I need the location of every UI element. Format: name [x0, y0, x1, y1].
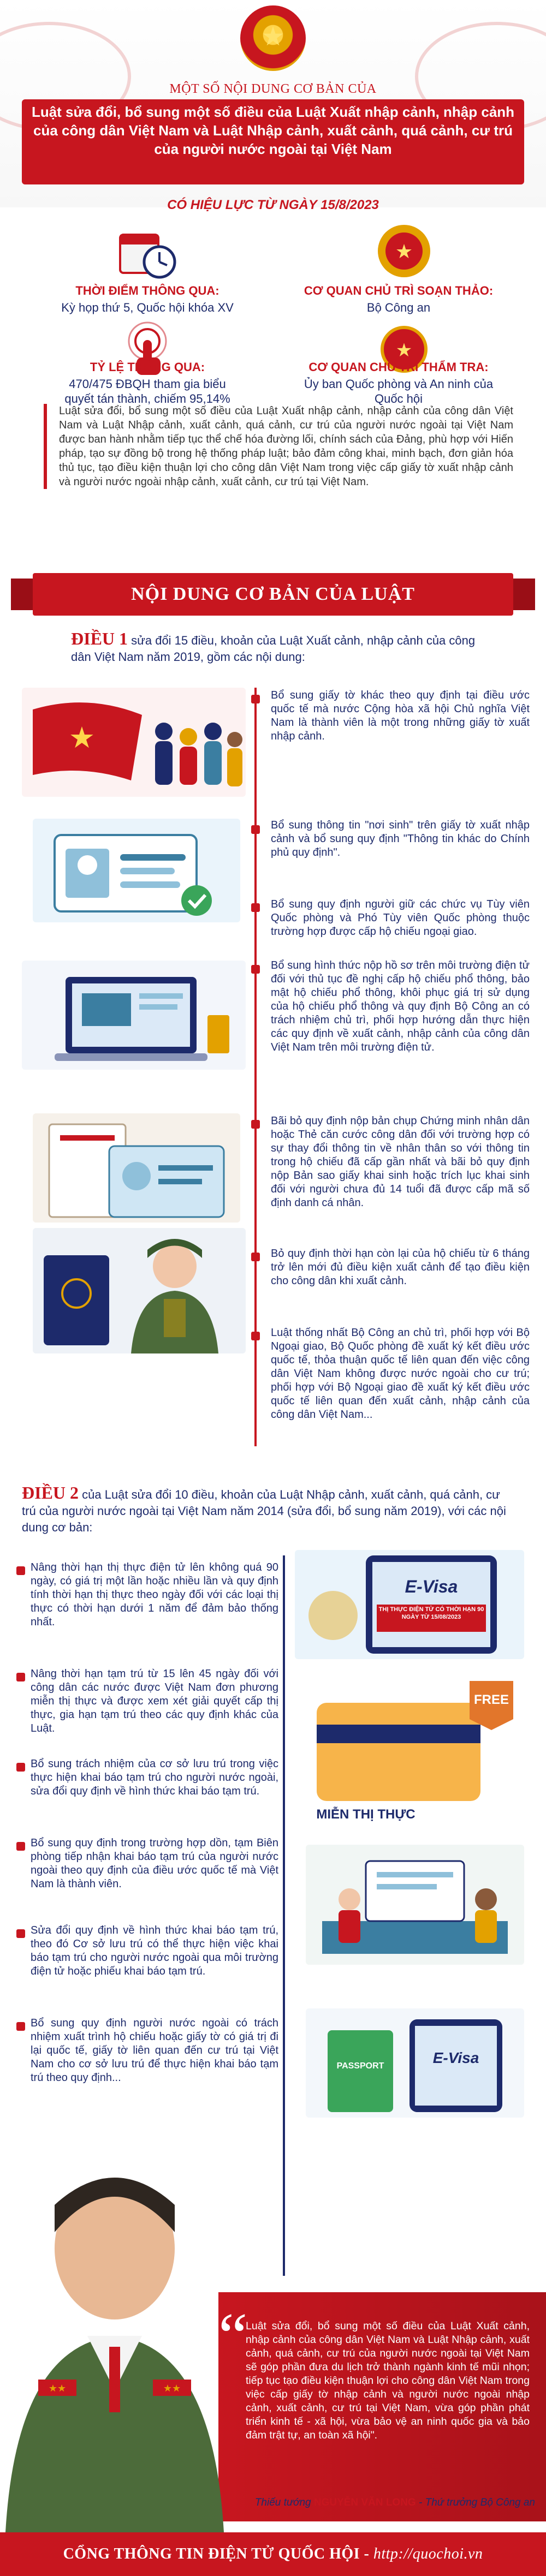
visa-free-text: MIỄN THỊ THỰC — [316, 1807, 416, 1822]
header — [0, 0, 546, 207]
banner-ribbon-right — [513, 579, 535, 610]
passport-officer-illustration — [33, 1228, 246, 1353]
article2-item: Nâng thời hạn thị thực điện tử lên không quá 90 ngày, có giá trị một lần hoặc nhiều lần và quy định tính thời hạn thị thực theo ngày đối với các loại thị thực có thời hạn dưới 1 năm để đảm bảo thống nhất. — [31, 1561, 278, 1628]
footer-text — [0, 2532, 546, 2576]
evisa-title-text: E-Visa — [405, 1577, 458, 1596]
article1-text: sửa đổi 15 điều, khoản của Luật Xuất cảnh, nhập cảnh của công dân Việt Nam năm 2019, gồm các nội dung: — [71, 634, 476, 664]
article1-item: Bỏ quy định thời hạn còn lại của hộ chiếu từ 6 tháng trở lên mới đủ điều kiện xuất cảnh để tạo điều kiện cho công dân khi xuất cảnh. — [271, 1248, 530, 1287]
review-agency-label: CƠ QUAN CHỦ TRÌ THẨM TRA: — [308, 360, 489, 374]
footer — [0, 2532, 546, 2576]
national-emblem-icon: ★ — [240, 5, 306, 71]
review-agency-value: Ủy ban Quốc phòng và An ninh của Quốc hội — [304, 377, 494, 406]
approval-ratio-label: TỶ LỆ THÔNG QUA: — [90, 360, 205, 374]
police-badge-icon — [371, 221, 437, 281]
passport-evisa-illustration — [306, 2008, 524, 2118]
free-tag-text: FREE — [473, 1692, 509, 1707]
evisa2-text: E-Visa — [432, 2049, 479, 2066]
passed-time-label: THỜI ĐIỂM THÔNG QUA: — [75, 284, 219, 297]
intro-paragraph: Luật sửa đổi, bổ sung một số điều của Luật Xuất nhập cảnh, nhập cảnh của công dân Việt Nam và Luật Nhập cảnh, xuất cảnh, quá cảnh, cư trú của người nước ngoài tại Việt Nam được ban hành nhằm tiếp tục thể chế hóa đường lối, chính sách của Đảng, phù hợp với Hiến pháp, tạo sự đồng bộ trong hệ thống pháp luật; bảo đảm công khai, minh bạch, đơn giản hóa thủ tục, tạo điều kiện thuận lợi cho công dân Việt Nam trong việc cấp giấy tờ xuất nhập cảnh và người nước ngoài nhập cảnh, xuất cảnh, cư trú tại Việt Nam. — [44, 404, 513, 489]
article1-item: Bãi bỏ quy định nộp bản chụp Chứng minh nhân dân hoặc Thẻ căn cước công dân đối với trường hợp có sự thay đổi thông tin về nhân thân so với thông tin trong hộ chiếu đã cấp gần nhất và bãi bỏ quy định nộp Bản sao giấy khai sinh hoặc trích lục khai sinh đối với người chưa đủ 14 tuổi đã được cấp mã số định danh cá nhân. — [271, 1115, 530, 1209]
article1-label: ĐIỀU 1 — [71, 629, 128, 648]
article1-item: Bổ sung giấy tờ khác theo quy định tại điều ước quốc tế mà nước Cộng hòa xã hội Chủ nghĩa Việt Nam là thành viên là một trong những giấy tờ xuất nhập cảnh. — [271, 689, 530, 742]
article2-text: của Luật sửa đổi 10 điều, khoản của Luật Nhập cảnh, xuất cảnh, quá cảnh, cư trú của người nước ngoài tại Việt Nam năm 2014 (sửa đổi, bổ sung năm 2019), với các nội dung cơ bản: — [22, 1488, 506, 1534]
svg-text:★: ★ — [395, 240, 413, 263]
svg-text:★: ★ — [68, 721, 96, 754]
id-card-illustration — [33, 819, 240, 922]
article2-item: Bổ sung quy định trong trường hợp dồn, tạm Biên phòng tiếp nhận khai báo tạm trú của người nước ngoài theo quy định của điều ước quốc tế mà Việt Nam là thành viên. — [31, 1837, 278, 1890]
deputy-minister-portrait — [5, 2139, 224, 2532]
drafting-agency-value: Bộ Công an — [366, 301, 431, 314]
header-title: Luật sửa đổi, bổ sung một số điều của Luật Xuất nhập cảnh, nhập cảnh của công dân Việt Nam và Luật Nhập cảnh, xuất cảnh, quá cảnh, cư trú của người nước ngoài tại Việt Nam — [31, 104, 515, 157]
calendar-clock-icon — [115, 224, 180, 284]
evisa-illustration — [295, 1550, 524, 1659]
quote-author — [229, 2497, 535, 2509]
effective-date: CÓ HIỆU LỰC TỪ NGÀY 15/8/2023 — [167, 198, 379, 212]
drafting-agency-label: CƠ QUAN CHỦ TRÌ SOẠN THẢO: — [304, 284, 494, 297]
quote-author-prefix: Thiếu tướng — [254, 2497, 314, 2508]
timeline-line-article2 — [283, 1555, 285, 2276]
passport-text: PASSPORT — [336, 2061, 384, 2071]
article1-item: Bổ sung thông tin "nơi sinh" trên giấy tờ xuất nhập cảnh và bổ sung quy định "Thông tin khác do Chính phủ quy định". — [271, 819, 530, 858]
vietnamese-flag-crowd-illustration — [22, 688, 246, 797]
svg-text:★★: ★★ — [163, 2383, 181, 2394]
article1-item: Luật thống nhất Bộ Công an chủ trì, phối hợp với Bộ Ngoại giao, Bộ Quốc phòng đề xuất ký kết điều ước quốc tế, thỏa thuận quốc tế liên quan đến việc công dân Việt Nam không được nước ngoài cho cư trú; phối hợp với Bộ Ngoại giao đề xuất ký kết điều ước quốc tế liên quan đến xuất cảnh, nhập cảnh của công dân Việt Nam... — [271, 1327, 530, 1421]
svg-text:★: ★ — [395, 340, 413, 361]
evisa-caption: THỊ THỰC ĐIỆN TỬ CÓ THỜI HẠN 90 NGÀY TỪ 15/08/2023 — [378, 1606, 484, 1620]
article2-item: Bổ sung trách nhiệm của cơ sở lưu trú trong việc thực hiện khai báo tạm trú cho người nước ngoài, sửa đổi quy định về hình thức khai báo tạm trú. — [31, 1758, 278, 1797]
footer-url-link[interactable]: http://quochoi.vn — [373, 2545, 483, 2562]
svg-text:★★: ★★ — [48, 2383, 67, 2394]
quote-mark: “ — [218, 2299, 248, 2372]
article1-item: Bổ sung hình thức nộp hồ sơ trên môi trường điện tử đối với thủ tục đề nghị cấp hộ chiếu phổ thông, bảo mật hộ chiếu phổ thông, khôi phục giá trị sử dụng của hộ chiếu phổ thông và quy định Bộ Công an có trách nhiệm chủ trì, phối hợp hướng dẫn thực hiện các quy định về xuất cảnh, nhập cảnh của công dân Việt Nam trên môi trường điện tử. — [271, 959, 530, 1053]
article2-item: Bổ sung quy định người nước ngoài có trách nhiệm xuất trình hộ chiếu hoặc giấy tờ có giá trị đi lại quốc tế, giấy tờ liên quan đến cư trú tại Việt Nam cho cơ sở lưu trú để thực hiện khai báo tạm trú theo quy định... — [31, 2017, 278, 2084]
article1-heading — [71, 630, 497, 665]
footer-label: CỔNG THÔNG TIN ĐIỆN TỬ QUỐC HỘI - — [63, 2545, 373, 2562]
quote-author-suffix: - Thứ trưởng Bộ Công an — [416, 2497, 535, 2508]
article2-label: ĐIỀU 2 — [22, 1483, 79, 1502]
section-banner-title: NỘI DUNG CƠ BẢN CỦA LUẬT — [131, 584, 415, 604]
documents-identity-illustration — [33, 1113, 240, 1223]
passed-time-value: Kỳ họp thứ 5, Quốc hội khóa XV — [61, 301, 234, 314]
article2-heading — [22, 1484, 513, 1536]
article2-item: Nâng thời hạn tạm trú từ 15 lên 45 ngày đối với công dân các nước được Việt Nam đơn phương miễn thị thực và được xem xét giải quyết cấp thị thực, gia hạn tạm trú theo các quy định khác của Luật. — [31, 1668, 278, 1734]
article2-item: Sửa đổi quy định về hình thức khai báo tạm trú, theo đó Cơ sở lưu trú có thể thực hiện việc khai báo tạm trú cho người nước ngoài qua môi trường điện tử hoặc phiếu khai báo tạm trú. — [31, 1924, 278, 1977]
laptop-online-application-illustration — [22, 961, 246, 1070]
quote-author-name: NGUYỄN VĂN LONG — [313, 2497, 416, 2508]
quote-text: Luật sửa đổi, bổ sung một số điều của Luật Xuất cảnh, nhập cảnh của công dân Việt Nam và Luật Nhập cảnh, xuất cảnh, quá cảnh, cư trú của người nước ngoài tại Việt Nam sẽ góp phần đưa du lịch trở thành ngành kinh tế mũi nhọn; tiếp tục tạo điều kiện thuận lợi cho công dân Việt Nam trong việc cấp giấy tờ nhập cảnh và người nước ngoài nhập cảnh, xuất cảnh, cư trú tại Việt Nam, vừa góp phần phát triển kinh tế - xã hội, vừa bảo vệ an ninh quốc gia và bảo đảm trật tự, an toàn xã hội". — [246, 2320, 530, 2441]
hotel-registration-illustration — [306, 1845, 524, 1965]
section-banner — [33, 573, 513, 616]
banner-ribbon-left — [11, 579, 33, 610]
article1-item: Bổ sung quy định người giữ các chức vụ Tùy viên Quốc phòng và Phó Tùy viên Quốc phòng thuộc trường hợp được cấp hộ chiếu ngoại giao. — [271, 898, 530, 938]
header-kicker: MỘT SỐ NỘI DUNG CƠ BẢN CỦA — [169, 82, 377, 96]
approval-ratio-value: 470/475 ĐBQH tham gia biểu quyết tán thành, chiếm 95,14% — [64, 377, 230, 406]
visa-free-card-illustration — [306, 1670, 524, 1823]
